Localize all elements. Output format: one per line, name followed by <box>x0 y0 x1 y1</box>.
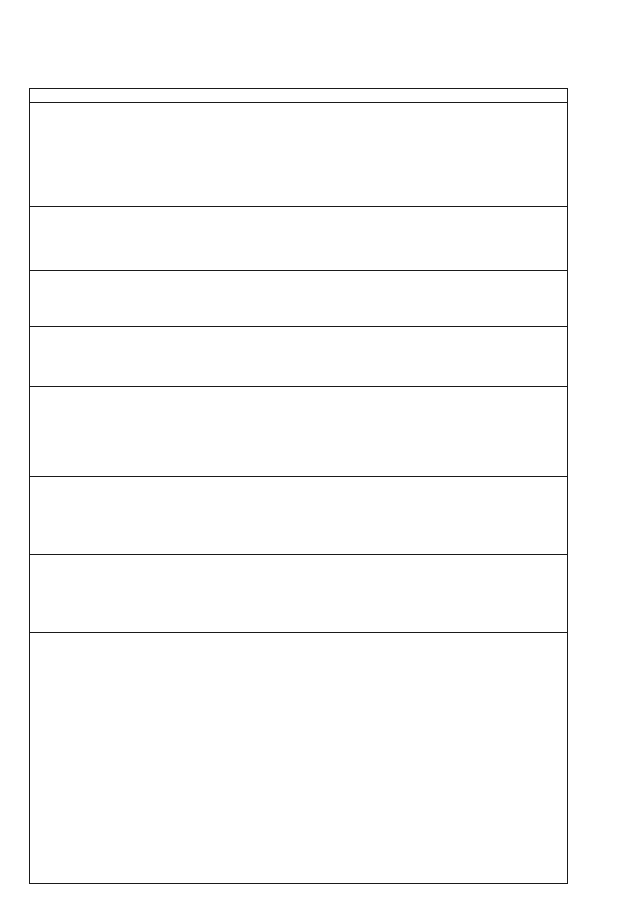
executor-cell <box>30 207 568 271</box>
budget-table <box>29 88 568 884</box>
period-cell <box>30 271 568 327</box>
activity-cell <box>30 103 568 207</box>
value-federal-cell <box>30 477 568 555</box>
value-republic-cell <box>30 387 568 477</box>
note-cell <box>30 633 568 884</box>
value-total-cell <box>30 327 568 387</box>
rotated-table-wrapper <box>29 88 568 883</box>
value-other-cell <box>30 555 568 633</box>
table-row <box>30 89 568 884</box>
row-number-cell <box>30 89 568 103</box>
